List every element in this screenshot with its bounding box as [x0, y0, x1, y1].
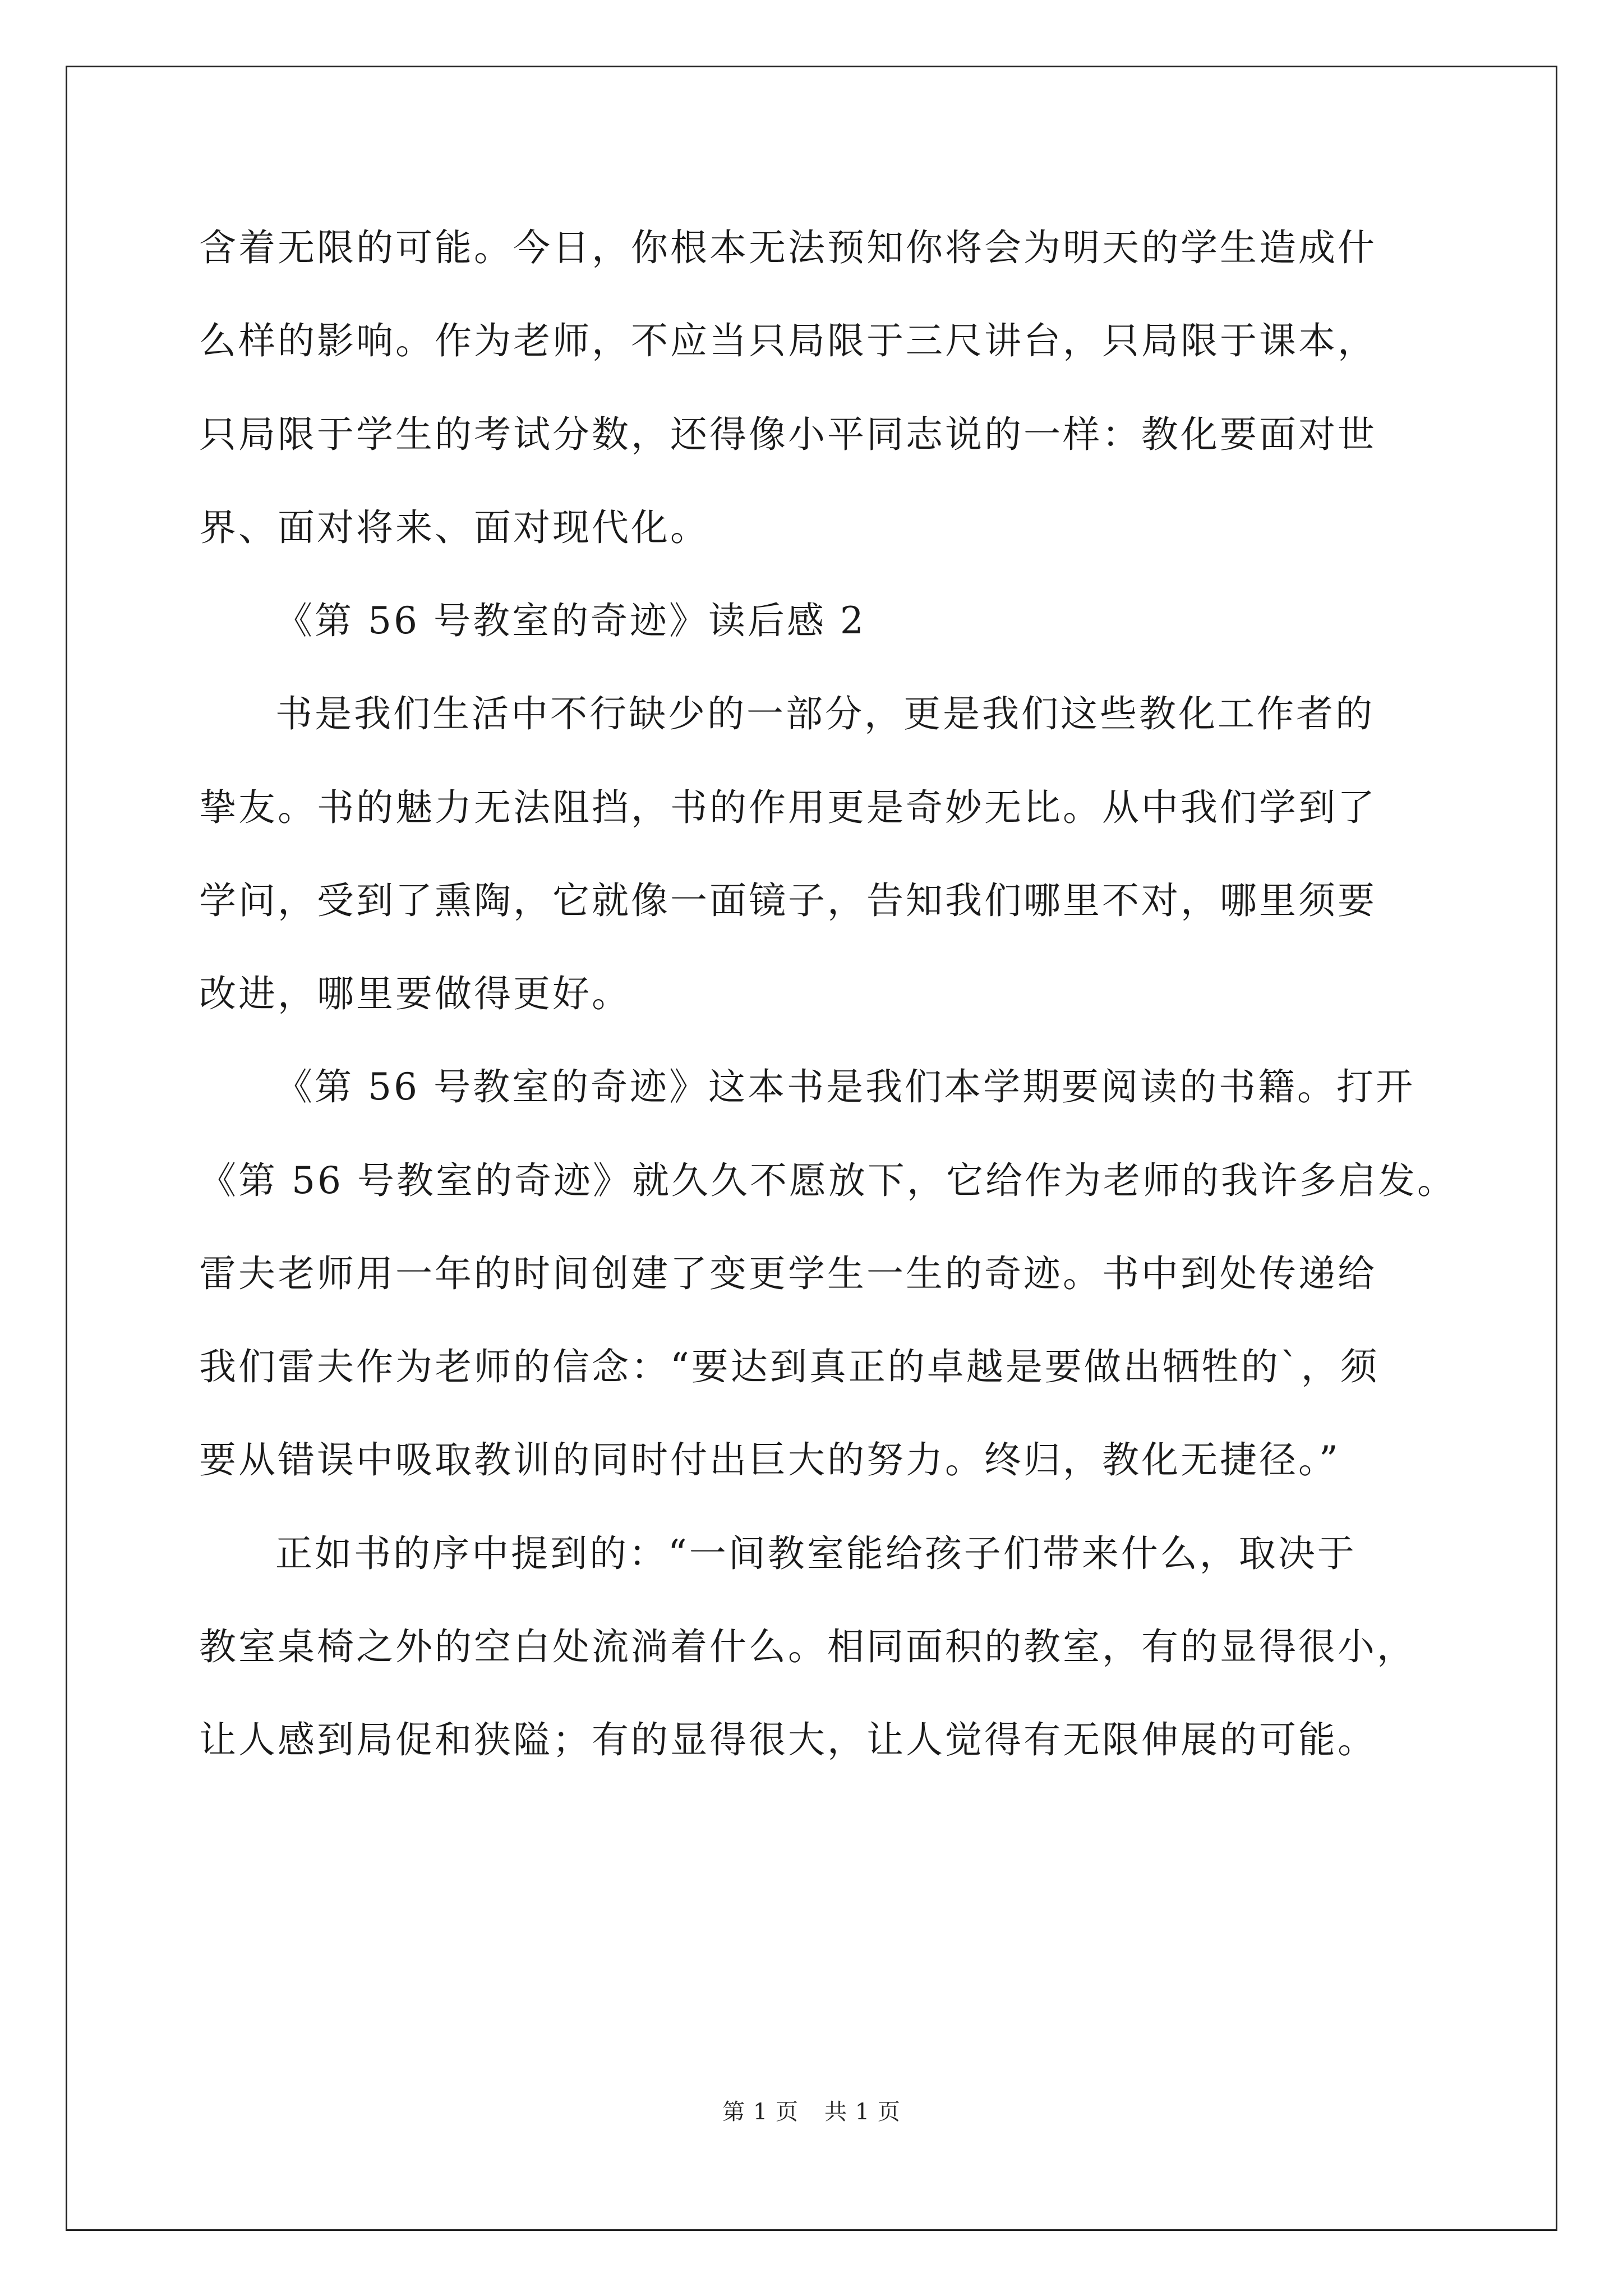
text-line: 含着无限的可能。今日，你根本无法预知你将会为明天的学生造成什 — [199, 226, 1377, 269]
text-line: 我们雷夫作为老师的信念：“要达到真正的卓越是要做出牺牲的`，须 — [199, 1345, 1380, 1388]
text-line: 要从错误中吸取教训的同时付出巨大的努力。终归，教化无捷径。” — [199, 1438, 1340, 1481]
page-total: 共 1 页 — [824, 2099, 901, 2125]
text-line: 正如书的序中提到的：“一间教室能给孩子们带来什么，取决于 — [275, 1532, 1357, 1575]
text-line: 《第 56 号教室的奇迹》这本书是我们本学期要阅读的书籍。打开 — [275, 1065, 1415, 1108]
page-number: 第 1 页 — [722, 2099, 799, 2125]
text-line: 书是我们生活中不行缺少的一部分，更是我们这些教化工作者的 — [275, 692, 1375, 735]
text-line: 只局限于学生的考试分数，还得像小平同志说的一样：教化要面对世 — [199, 413, 1377, 456]
text-line: 教室桌椅之外的空白处流淌着什么。相同面积的教室，有的显得很小， — [199, 1625, 1416, 1668]
section-heading: 《第 56 号教室的奇迹》读后感 2 — [275, 599, 866, 642]
text-line: 让人感到局促和狭隘；有的显得很大，让人觉得有无限伸展的可能。 — [199, 1718, 1377, 1761]
text-line: 《第 56 号教室的奇迹》就久久不愿放下，它给作为老师的我许多启发。 — [199, 1159, 1456, 1202]
text-line: 雷夫老师用一年的时间创建了变更学生一生的奇迹。书中到处传递给 — [199, 1252, 1377, 1295]
page-border — [66, 66, 1557, 2231]
text-line: 改进，哪里要做得更好。 — [199, 972, 631, 1015]
text-line: 挚友。书的魅力无法阻挡，书的作用更是奇妙无比。从中我们学到了 — [199, 786, 1377, 829]
page-footer — [0, 2098, 1623, 2126]
text-line: 么样的影响。作为老师，不应当只局限于三尺讲台，只局限于课本， — [199, 319, 1377, 362]
text-line: 学问，受到了熏陶，它就像一面镜子，告知我们哪里不对，哪里须要 — [199, 879, 1377, 922]
text-line: 界、面对将来、面对现代化。 — [199, 506, 709, 549]
